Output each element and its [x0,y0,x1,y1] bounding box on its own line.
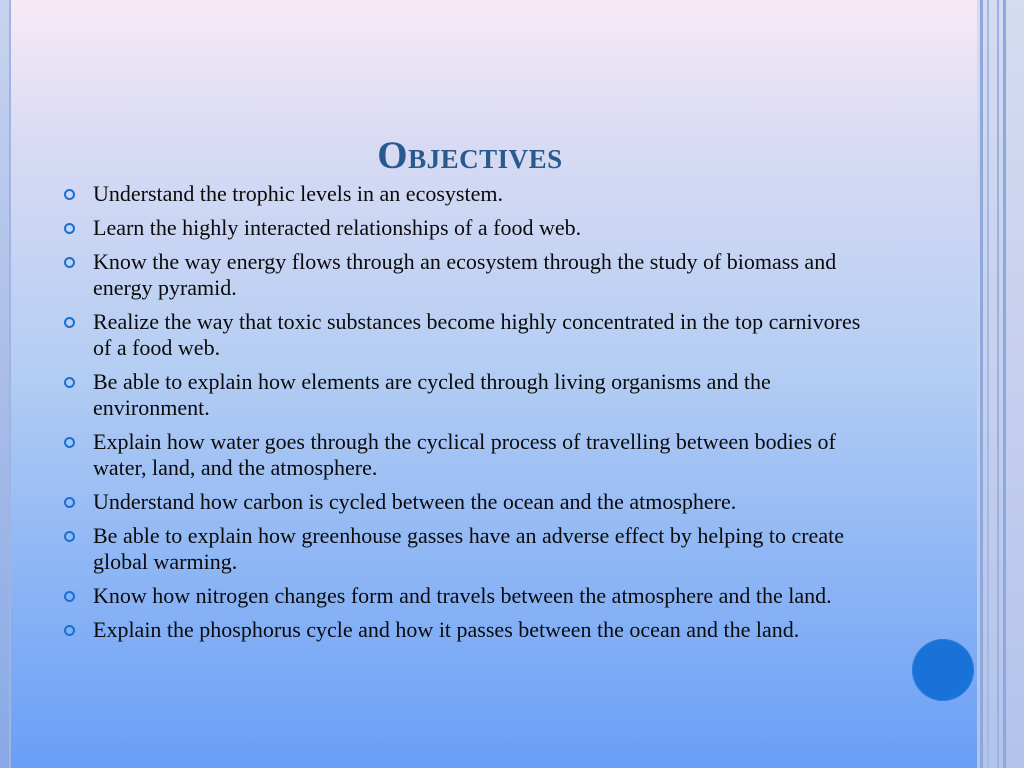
list-item [64,429,884,481]
list-item-text: Be able to explain how greenhouse gasses have an adverse effect by helping to create global warming. [93,523,844,574]
bullet-icon [64,497,75,508]
bullet-icon [64,591,75,602]
left-edge-band [0,0,9,768]
list-item-text: Know the way energy flows through an ecosystem through the study of biomass and energy pyramid. [93,249,837,300]
list-item [64,583,884,609]
objectives-list [64,181,884,651]
list-item [64,369,884,421]
list-item [64,617,884,643]
blue-circle-decoration [912,639,974,701]
list-item-text: Explain how water goes through the cyclical process of travelling between bodies of water, land, and the atmosphere. [93,429,836,480]
bullet-icon [64,317,75,328]
list-item-text: Understand how carbon is cycled between the ocean and the atmosphere. [93,489,737,514]
bullet-icon [64,223,75,234]
right-decorative-line [980,0,983,768]
bullet-icon [64,437,75,448]
right-decorative-band [977,0,1024,768]
bullet-icon [64,625,75,636]
list-item [64,249,884,301]
left-edge-line [9,0,11,768]
list-item-text: Learn the highly interacted relationships of a food web. [93,215,582,240]
bullet-icon [64,531,75,542]
list-item-text: Realize the way that toxic substances become highly concentrated in the top carnivores of a food web. [93,309,861,360]
list-item [64,309,884,361]
slide-title: Objectives [377,134,563,178]
right-decorative-line [997,0,999,768]
list-item-text: Understand the trophic levels in an ecosystem. [93,181,503,206]
list-item-text: Explain the phosphorus cycle and how it passes between the ocean and the land. [93,617,800,642]
list-item [64,181,884,207]
bullet-icon [64,189,75,200]
list-item-text: Know how nitrogen changes form and travels between the atmosphere and the land. [93,583,832,608]
list-item-text: Be able to explain how elements are cycled through living organisms and the environment. [93,369,771,420]
right-decorative-line [987,0,989,768]
list-item [64,215,884,241]
list-item [64,523,884,575]
bullet-icon [64,377,75,388]
right-decorative-line [1003,0,1006,768]
bullet-icon [64,257,75,268]
list-item [64,489,884,515]
